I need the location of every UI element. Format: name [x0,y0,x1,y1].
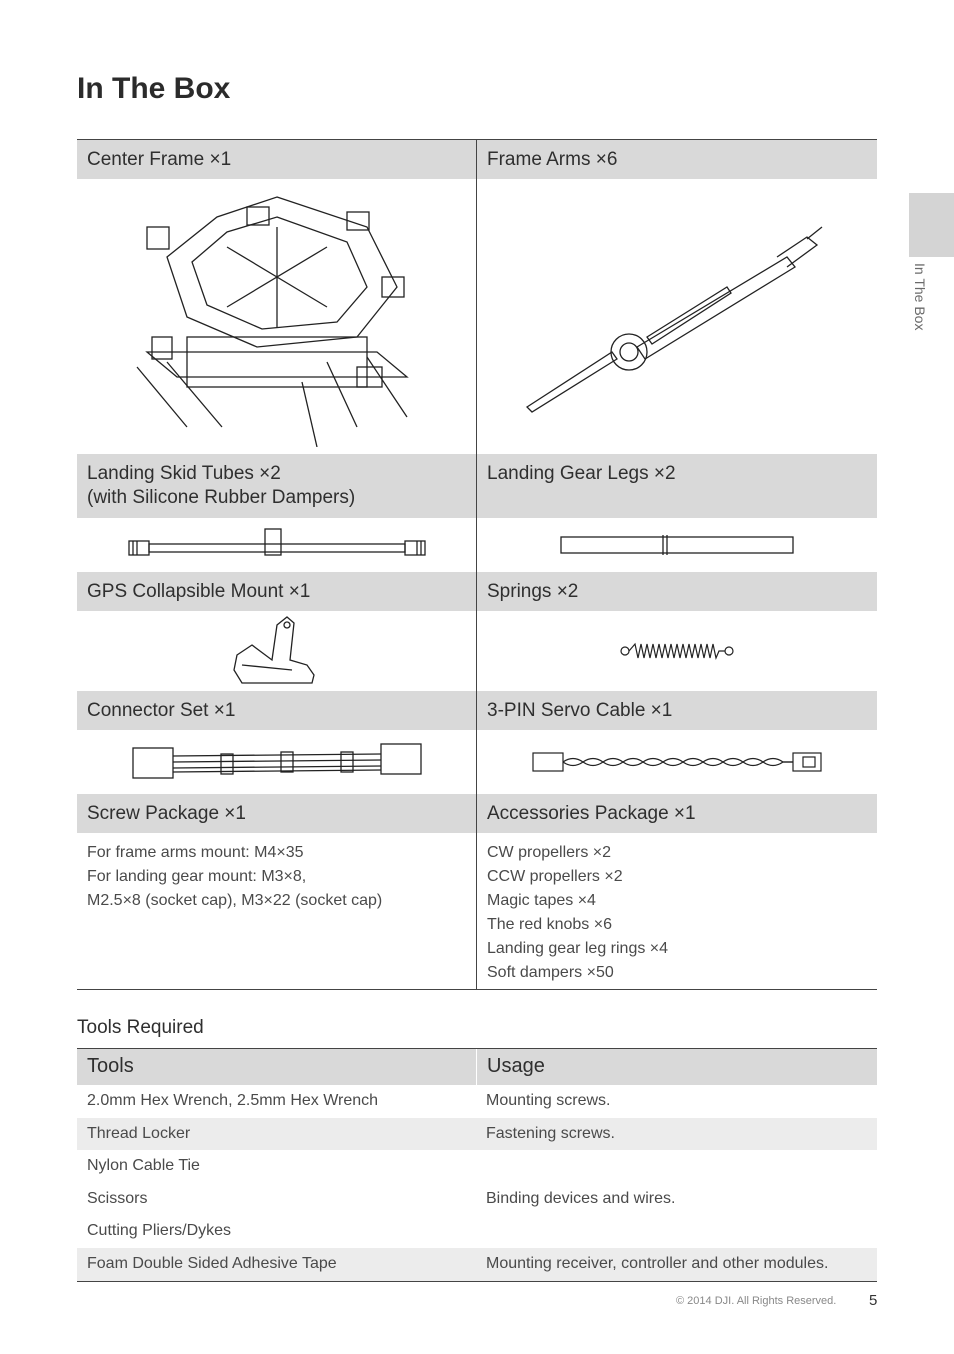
item-center-frame: Center Frame ×1 [87,149,232,170]
tool-name: Foam Double Sided Adhesive Tape [87,1255,337,1272]
tools-table [77,1048,877,1282]
center-frame-image [77,179,476,454]
connector-set-image [77,730,476,794]
table-row [77,1150,877,1248]
table-row [77,518,877,572]
tool-name: Cutting Pliers/Dykes [87,1222,232,1239]
frame-arm-image [476,179,877,454]
usage-column-header: Usage [476,1049,877,1085]
table-row [77,1248,877,1281]
side-tab [909,193,954,257]
copyright-footer: © 2014 DJI. All Rights Reserved. [676,1295,837,1307]
item-screw-package: Screw Package ×1 [87,803,246,824]
list-item: For landing gear mount: M3×8, [87,868,307,885]
tool-usage: Binding devices and wires. [486,1190,676,1207]
side-label: In The Box [912,263,928,331]
list-item: Magic tapes ×4 [487,892,596,909]
tool-usage: Mounting screws. [486,1092,611,1109]
gps-mount-image [77,611,476,691]
table-row [77,1118,877,1151]
page-title: In The Box [77,72,231,105]
tool-group [77,1150,476,1248]
in-the-box-table [77,139,877,990]
tool-name: Nylon Cable Tie [87,1157,200,1174]
item-accessories-package: Accessories Package ×1 [476,794,877,833]
item-connector-set: Connector Set ×1 [87,700,236,721]
list-item: CW propellers ×2 [487,844,612,861]
table-row [77,454,877,518]
tool-usage: Fastening screws. [486,1124,615,1142]
table-row [77,140,877,179]
list-item: The red knobs ×6 [487,916,612,933]
gear-leg-image [476,518,877,572]
item-servo-cable: 3-PIN Servo Cable ×1 [476,691,877,730]
table-row [77,730,877,794]
table-row [77,794,877,833]
page-number: 5 [869,1292,878,1309]
tool-usage: Mounting receiver, controller and other modules. [486,1255,829,1272]
table-row [77,611,877,691]
tool-name: Thread Locker [87,1124,191,1142]
tool-name: 2.0mm Hex Wrench, 2.5mm Hex Wrench [87,1092,379,1109]
item-frame-arms: Frame Arms ×6 [476,140,877,179]
item-gps-mount: GPS Collapsible Mount ×1 [87,581,311,602]
list-item: M2.5×8 (socket cap), M3×22 (socket cap) [87,892,383,909]
tools-column-header: Tools [87,1055,134,1077]
accessories-list [476,833,877,989]
list-item: CCW propellers ×2 [487,868,623,885]
item-springs: Springs ×2 [476,572,877,611]
list-item: For frame arms mount: M4×35 [87,844,304,861]
table-row [77,1085,877,1118]
list-item: Landing gear leg rings ×4 [487,940,669,957]
table-row [77,833,877,989]
skid-tubes-line1: Landing Skid Tubes ×2 [87,463,281,484]
list-item: Soft dampers ×50 [487,964,614,981]
tools-header-row [77,1049,877,1085]
screw-package-list [77,833,476,989]
spring-image [476,611,877,691]
item-skid-tubes [77,454,476,518]
tool-name: Scissors [87,1189,148,1207]
tools-required-heading: Tools Required [77,1017,204,1038]
item-gear-legs: Landing Gear Legs ×2 [476,454,877,518]
table-row [77,179,877,454]
servo-cable-image [476,730,877,794]
table-row [77,691,877,730]
skid-tubes-line2: (with Silicone Rubber Dampers) [87,487,356,508]
table-row [77,572,877,611]
skid-tube-image [77,518,476,572]
